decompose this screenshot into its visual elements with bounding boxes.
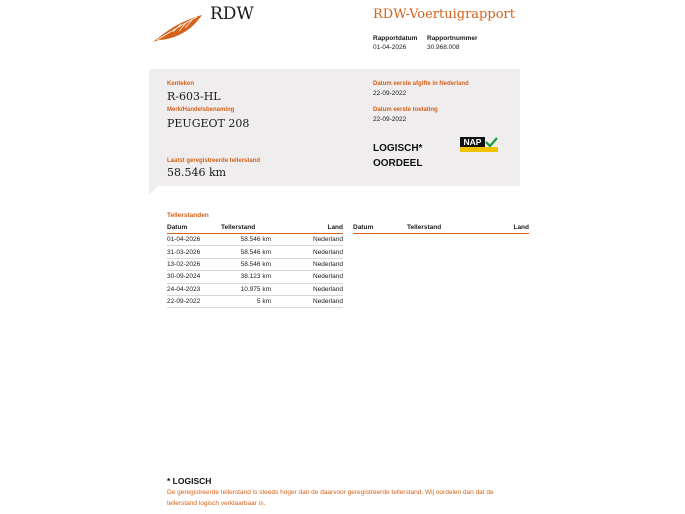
odometer-table-left	[167, 222, 343, 308]
row-date: 24-04-2023	[167, 283, 221, 295]
odometer-value: 58.546 km	[167, 166, 227, 179]
nap-text: NAP	[463, 137, 482, 148]
report-number-label: Rapportnummer	[427, 35, 478, 42]
col-country: Land	[271, 222, 343, 234]
odometer-label: Laatst geregistreerde tellerstand	[167, 158, 261, 164]
feather-logo-icon	[151, 12, 203, 44]
first-issue-nl: 22-09-2022	[373, 90, 407, 97]
table-row	[167, 283, 343, 295]
row-reading: 38.123 km	[221, 271, 271, 283]
footnote-title: * LOGISCH	[167, 476, 212, 486]
report-title: RDW-Voertuigrapport	[373, 7, 515, 22]
first-admission-label: Datum eerste toelating	[373, 107, 438, 113]
footnote-text: De geregistreerde tellerstand is steeds hoger dan de daarvoor geregistreerde tellerstand. Wij oordelen dan dat de tellerstand logisch verklaarbaar is.	[167, 489, 494, 507]
col-reading: Tellerstand	[407, 222, 457, 234]
col-reading: Tellerstand	[221, 222, 271, 234]
report-number: 30.968.008	[427, 44, 460, 51]
row-date: 22-09-2022	[167, 295, 221, 307]
col-date: Datum	[353, 222, 407, 234]
odometer-table-right	[353, 222, 529, 234]
row-country: Nederland	[271, 234, 343, 246]
table-row	[167, 271, 343, 283]
report-date: 01-04-2026	[373, 44, 407, 51]
verdict-line-2: OORDEEL	[373, 158, 423, 169]
brand-label: Merk/Handelsbenaming	[167, 107, 235, 113]
row-date: 13-02-2026	[167, 258, 221, 270]
verdict-line-1: LOGISCH*	[373, 143, 423, 154]
first-issue-nl-label: Datum eerste afgifte in Nederland	[373, 81, 469, 87]
row-country: Nederland	[271, 246, 343, 258]
row-reading: 58.546 km	[221, 258, 271, 270]
row-reading: 58.546 km	[221, 246, 271, 258]
table-row	[167, 246, 343, 258]
verdict	[373, 141, 422, 171]
table-row	[167, 295, 343, 307]
panel-corner	[149, 186, 158, 195]
row-reading: 10.975 km	[221, 283, 271, 295]
first-admission: 22-09-2022	[373, 116, 407, 123]
row-reading: 58.546 km	[221, 234, 271, 246]
row-country: Nederland	[271, 283, 343, 295]
row-date: 30-09-2024	[167, 271, 221, 283]
row-country: Nederland	[271, 271, 343, 283]
nap-check-icon	[460, 137, 498, 153]
row-date: 31-03-2026	[167, 246, 221, 258]
table-row	[167, 234, 343, 246]
row-date: 01-04-2026	[167, 234, 221, 246]
vehicle-brand: PEUGEOT 208	[167, 117, 250, 130]
report-date-label: Rapportdatum	[373, 35, 418, 42]
row-reading: 5 km	[221, 295, 271, 307]
col-country: Land	[457, 222, 529, 234]
row-country: Nederland	[271, 295, 343, 307]
odometer-table-title: Tellerstanden	[167, 212, 209, 219]
row-country: Nederland	[271, 258, 343, 270]
plate: R-603-HL	[167, 90, 221, 103]
table-row	[167, 258, 343, 270]
col-date: Datum	[167, 222, 221, 234]
plate-label: Kenteken	[167, 81, 195, 87]
brand-name: RDW	[210, 4, 254, 24]
